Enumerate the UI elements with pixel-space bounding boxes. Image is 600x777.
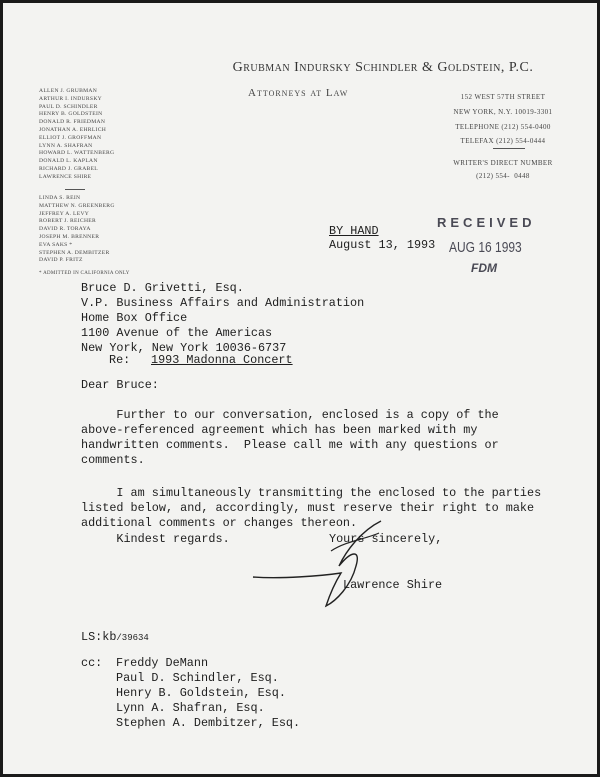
text-line: EVA SAKS *: [39, 241, 73, 248]
text-line: Lynn A. Shafran, Esq.: [116, 701, 265, 715]
cc-label: cc:: [81, 656, 103, 670]
cc-list: [116, 656, 300, 731]
re-subject: 1993 Madonna Concert: [151, 353, 293, 367]
text-line: LINDA S. REIN: [39, 195, 81, 201]
tagline: Attorneys at Law: [248, 87, 349, 99]
text-line: LYNN A. SHAFRAN: [39, 142, 93, 149]
text-line: ARTHUR I. INDURSKY: [39, 95, 103, 102]
text-line: listed below, and, accordingly, must reserve their right to make: [81, 501, 535, 515]
signer-name: Lawrence Shire: [343, 578, 443, 592]
telefax: TELEFAX (212) 554-0444: [460, 137, 546, 145]
received-stamp: RECEIVED: [437, 215, 536, 230]
direct-number: (212) 554- 0448: [476, 172, 530, 180]
text-line: 1100 Avenue of the Americas: [81, 326, 273, 340]
text-line: JOSEPH M. BRENNER: [39, 233, 100, 240]
telephone: TELEPHONE (212) 554-0400: [455, 123, 551, 131]
letter-date: August 13, 1993: [329, 238, 436, 252]
text-line: DAVID P. FRITZ: [39, 257, 83, 264]
text-line: JEFFREY A. LEVY: [39, 210, 90, 217]
text-line: PAUL D. SCHINDLER: [39, 103, 98, 110]
associates-list: [39, 195, 115, 265]
direct-label: WRITER'S DIRECT NUMBER: [453, 159, 553, 167]
text-line: New York, New York 10036-6737: [81, 341, 287, 355]
signature: [251, 511, 401, 611]
text-line: DONALD L. KAPLAN: [39, 158, 98, 165]
footnote: * ADMITTED IN CALIFORNIA ONLY: [39, 271, 130, 276]
address-city: NEW YORK, N.Y. 10019-3301: [453, 108, 553, 116]
delivery-method: BY HAND: [329, 224, 379, 238]
re-label: Re:: [109, 353, 131, 367]
partners-list: [39, 88, 114, 182]
text-line: V.P. Business Affairs and Administration: [81, 296, 365, 310]
signoff: Yours sincerely,: [329, 532, 443, 546]
stamp-initials: FDM: [471, 261, 497, 275]
text-line: Paul D. Schindler, Esq.: [116, 671, 279, 685]
recipient-address: [81, 281, 364, 356]
text-line: Stephen A. Dembitzer, Esq.: [116, 716, 301, 730]
text-line: HOWARD L. WATTENBERG: [39, 150, 115, 157]
text-line: Henry B. Goldstein, Esq.: [116, 686, 286, 700]
text-line: I am simultaneously transmitting the enclosed to the parties: [81, 486, 542, 500]
text-line: handwritten comments. Please call me with any questions or: [81, 438, 499, 452]
text-line: comments.: [81, 453, 145, 467]
text-line: DONALD R. FRIEDMAN: [39, 119, 106, 126]
paragraph-1: [81, 408, 499, 468]
text-line: Further to our conversation, enclosed is a copy of the: [81, 408, 499, 422]
text-line: Freddy DeMann: [116, 656, 209, 670]
text-line: DAVID R. TORAYA: [39, 226, 91, 233]
text-line: STEPHEN A. DEMBITZER: [39, 249, 110, 256]
address-street: 152 WEST 57TH STREET: [460, 93, 546, 101]
salutation: Dear Bruce:: [81, 378, 159, 392]
text-line: above-referenced agreement which has been marked with my: [81, 423, 478, 437]
text-line: Bruce D. Grivetti, Esq.: [81, 281, 244, 295]
text-line: RICHARD J. GRABEL: [39, 165, 99, 172]
firm-name: Grubman Indursky Schindler & Goldstein, P.C.: [232, 60, 534, 75]
letter-page: [3, 3, 597, 774]
reference-initials: LS:kb/39634: [81, 630, 149, 644]
text-line: ALLEN J. GRUBMAN: [39, 88, 98, 94]
text-line: additional comments or changes thereon.: [81, 516, 358, 530]
text-line: MATTHEW N. GREENBERG: [39, 202, 115, 209]
text-line: JONATHAN A. EHRLICH: [39, 126, 107, 133]
text-line: ROBERT J. REICHER: [39, 218, 97, 225]
stamp-date: AUG 16 1993: [449, 239, 522, 256]
text-line: HENRY B. GOLDSTEIN: [39, 111, 103, 118]
closing: Kindest regards.: [81, 532, 230, 546]
text-line: ELLIOT J. GROFFMAN: [39, 134, 102, 141]
text-line: Home Box Office: [81, 311, 188, 325]
text-line: LAWRENCE SHIRE: [39, 173, 92, 180]
